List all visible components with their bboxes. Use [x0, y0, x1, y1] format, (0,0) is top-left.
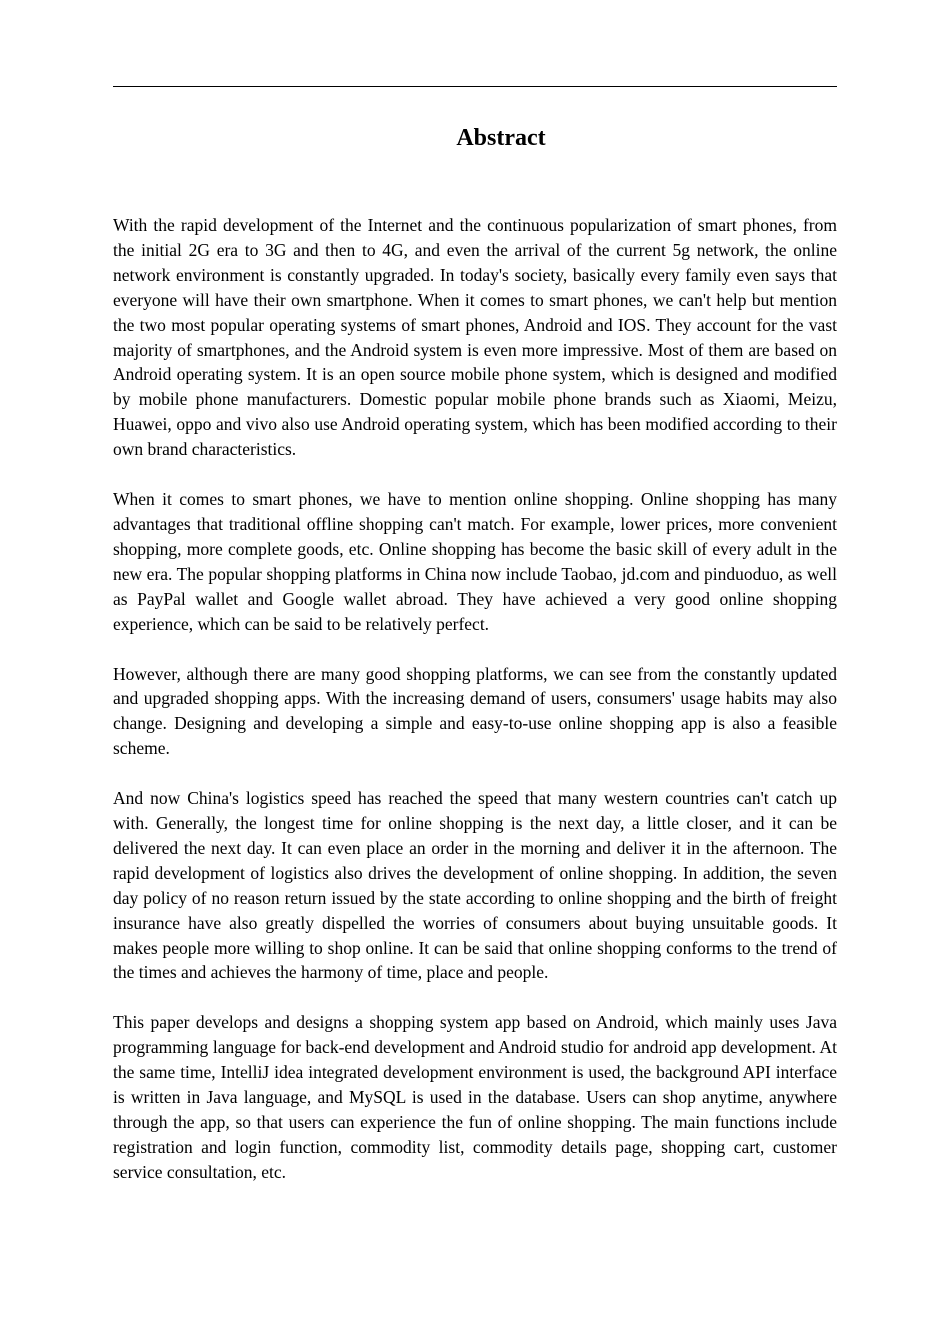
header-rule — [113, 86, 837, 87]
page-title: Abstract — [456, 125, 546, 151]
abstract-body — [113, 213, 837, 1210]
paragraph-5: This paper develops and designs a shopping system app based on Android, which mainly uses Java programming language for back-end development and Android studio for android app development. At the same time, IntelliJ idea integrated development environment is used, the background API interface is written in Java language, and MySQL is used in the database. Users can shop anytime, anywhere through the app, so that users can experience the fun of online shopping. The main functions include registration and login function, commodity list, commodity details page, shopping cart, customer service consultation, etc. — [113, 1012, 837, 1182]
paragraph-4: And now China's logistics speed has reached the speed that many western countries can't catch up with. Generally, the longest time for online shopping is the next day, a little closer, and it can be delivered the next day. It can even place an order in the morning and deliver it in the afternoon. The rapid development of logistics also drives the development of online shopping. In addition, the seven day policy of no reason return issued by the state according to online shopping and the birth of freight insurance have also greatly dispelled the worries of consumers about buying unsuitable goods. It makes people more willing to shop online. It can be said that online shopping conforms to the trend of the times and achieves the harmony of time, place and people. — [113, 788, 837, 983]
paragraph-3: However, although there are many good shopping platforms, we can see from the constantly updated and upgraded shopping apps. With the increasing demand of users, consumers' usage habits may also change. Designing and developing a simple and easy-to-use online shopping app is also a feasible scheme. — [113, 663, 837, 759]
paragraph-1: With the rapid development of the Internet and the continuous popularization of smart phones, from the initial 2G era to 3G and then to 4G, and even the arrival of the current 5g network, the online network environment is constantly upgraded. In today's society, basically every family even says that everyone will have their own smartphone. When it comes to smart phones, we can't help but mention the two most popular operating systems of smart phones, Android and IOS. They account for the vast majority of smartphones, and the Android system is even more impressive. Most of them are based on Android operating system. It is an open source mobile phone system, which is designed and modified by mobile phone manufacturers. Domestic popular mobile phone brands such as Xiaomi, Meizu, Huawei, oppo and vivo also use Android operating system, which has been modified according to their own brand characteristics. — [113, 215, 837, 460]
paragraph-2: When it comes to smart phones, we have to mention online shopping. Online shopping has many advantages that traditional offline shopping can't match. For example, lower prices, more convenient shopping, more complete goods, etc. Online shopping has become the basic skill of every adult in the new era. The popular shopping platforms in China now include Taobao, jd.com and pinduoduo, as well as PayPal wallet and Google wallet abroad. They have achieved a very good online shopping experience, which can be said to be relatively perfect. — [113, 489, 837, 634]
